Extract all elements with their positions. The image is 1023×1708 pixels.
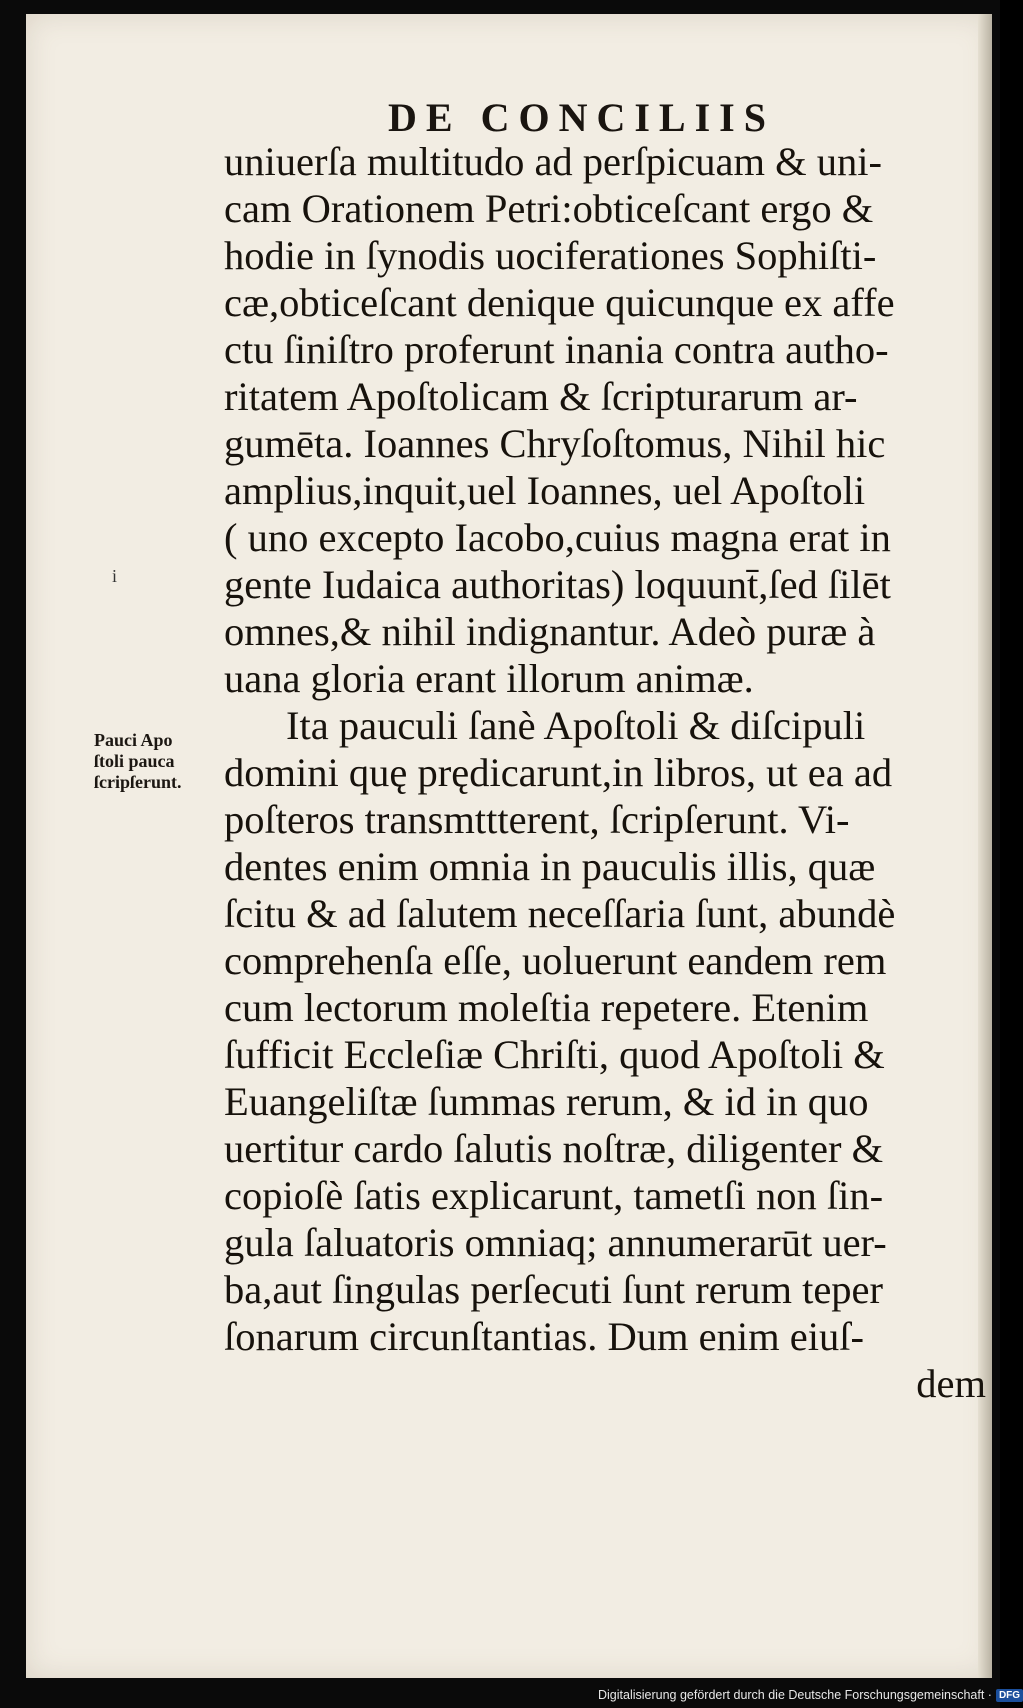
text-line: omnes,& nihil indignantur. Adeò puræ à bbox=[224, 609, 876, 654]
text-line: poſteros transmttterent, ſcripſerunt. Vi- bbox=[224, 797, 850, 842]
text-line: cam Orationem Petri:obticeſcant ergo & bbox=[224, 186, 874, 231]
marginal-note-line: ſcripſerunt. bbox=[94, 772, 182, 792]
text-line: Ita pauculi ſanè Apoſtoli & diſcipuli bbox=[286, 703, 866, 748]
text-line: domini quę prędicarunt,in libros, ut ea ad bbox=[224, 750, 893, 795]
text-line: uana gloria erant illorum animæ. bbox=[224, 656, 754, 701]
marginal-note bbox=[94, 730, 244, 793]
running-header: DE CONCILIIS bbox=[388, 95, 775, 140]
body-text bbox=[224, 138, 994, 1407]
text-line: cæ,obticeſcant denique quicunque ex affe bbox=[224, 280, 895, 325]
text-line: uniuerſa multitudo ad perſpicuam & uni- bbox=[224, 139, 882, 184]
text-line: uertitur cardo ſalutis noſtræ, diligenter & bbox=[224, 1126, 884, 1171]
text-line: gula ſaluatoris omniaq; annumerarūt uer- bbox=[224, 1220, 887, 1265]
text-line: ( uno excepto Iacobo,cuius magna erat in bbox=[224, 515, 891, 560]
catchword: dem bbox=[916, 1361, 986, 1406]
digitization-credit bbox=[598, 1688, 1021, 1702]
text-line: ſufficit Eccleſiæ Chriſti, quod Apoſtoli & bbox=[224, 1032, 885, 1077]
text-line: gente Iudaica authoritas) loquunt̄,ſed ſilēt bbox=[224, 562, 891, 607]
dfg-logo: DFG bbox=[996, 1689, 1023, 1702]
text-line: dentes enim omnia in pauculis illis, quæ bbox=[224, 844, 876, 889]
text-line: amplius,inquit,uel Ioannes, uel Apoſtoli bbox=[224, 468, 866, 513]
credit-text: Digitalisierung gefördert durch die Deutsche Forschungsgemeinschaft · bbox=[598, 1688, 992, 1702]
marginal-note-line: Pauci Apo bbox=[94, 730, 173, 750]
marginal-note-line: ſtoli pauca bbox=[94, 751, 175, 771]
text-line: ba,aut ſingulas perſecuti ſunt rerum teper bbox=[224, 1267, 884, 1312]
text-line: cum lectorum moleſtia repetere. Etenim bbox=[224, 985, 869, 1030]
text-line: hodie in ſynodis uociferationes Sophiſti- bbox=[224, 233, 877, 278]
text-line: comprehenſa eſſe, uoluerunt eandem rem bbox=[224, 938, 887, 983]
text-line: ctu ſiniſtro proferunt inania contra autho- bbox=[224, 327, 889, 372]
stray-mark: i bbox=[112, 566, 118, 586]
text-line: Euangeliſtæ ſummas rerum, & id in quo bbox=[224, 1079, 869, 1124]
text-line: gumēta. Ioannes Chryſoſtomus, Nihil hic bbox=[224, 421, 886, 466]
text-line: copioſè ſatis explicarunt, tametſi non ſin- bbox=[224, 1173, 884, 1218]
text-line: ſcitu & ad ſalutem neceſſaria ſunt, abundè bbox=[224, 891, 896, 936]
text-line: ritatem Apoſtolicam & ſcripturarum ar- bbox=[224, 374, 858, 419]
text-line: ſonarum circunſtantias. Dum enim eiuſ- bbox=[224, 1314, 864, 1359]
